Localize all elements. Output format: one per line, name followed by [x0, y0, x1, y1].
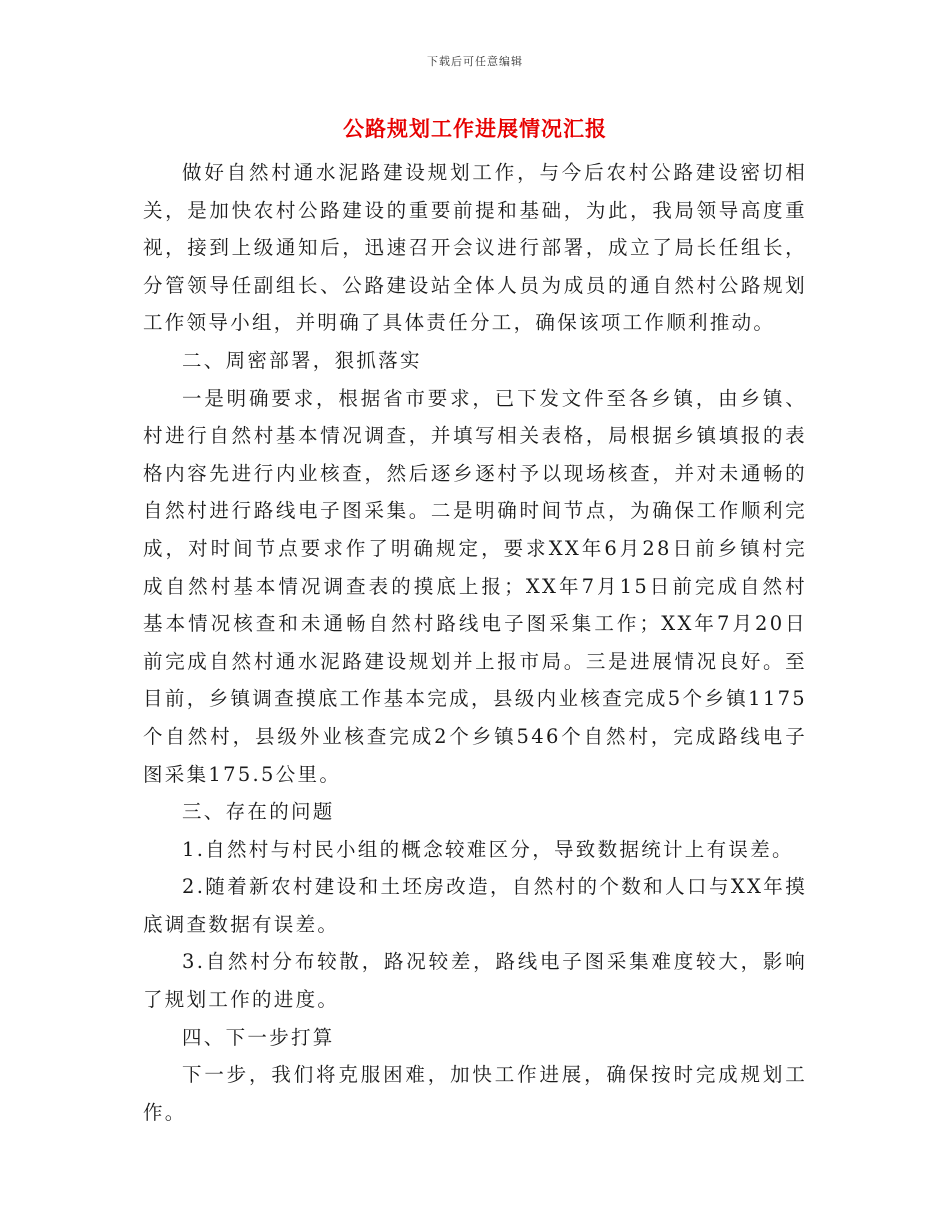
header-note: 下载后可任意编辑	[427, 55, 523, 68]
problem-item-1: 1.自然村与村民小组的概念较难区分，导致数据统计上有误差。	[182, 837, 794, 861]
paragraph-next-steps: 下一步，我们将克服困难，加快工作进展，确保按时完成规划工作。	[143, 1063, 807, 1124]
problem-item-3: 3.自然村分布较散，路况较差，路线电子图采集难度较大，影响了规划工作的进度。	[143, 950, 807, 1012]
document-title: 公路规划工作进展情况汇报	[343, 116, 607, 141]
paragraph-deployment: 一是明确要求，根据省市要求，已下发文件至各乡镇，由乡镇、村进行自然村基本情况调查，并填写相关表格，局根据乡镇填报的表格内容先进行内业核查，然后逐乡逐村予以现场核查，并对未通畅的自然村进行路线电子图采集。二是明确时间节点，为确保工作顺利完成，对时间节点要求作了明确规定，要求XX年6月28日前乡镇村完成自然村基本情况调查表的摸底上报；XX年7月15日前完成自然村基本情况核查和未通畅自然村路线电子图采集工作；XX年7月20日前完成自然村通水泥路建设规划并上报市局。三是进展情况良好。至目前，乡镇调查摸底工作基本完成，县级内业核查完成5个乡镇1175个自然村，县级外业核查完成2个乡镇546个自然村，完成路线电子图采集175.5公里。	[143, 386, 807, 786]
paragraph-intro: 做好自然村通水泥路建设规划工作，与今后农村公路建设密切相关，是加快农村公路建设的重要前提和基础，为此，我局领导高度重视，接到上级通知后，迅速召开会议进行部署，成立了局长任组长，分管领导任副组长、公路建设站全体人员为成员的通自然村公路规划工作领导小组，并明确了具体责任分工，确保该项工作顺利推动。	[143, 161, 807, 335]
problem-item-2: 2.随着新农村建设和土坯房改造，自然村的个数和人口与XX年摸底调查数据有误差。	[143, 875, 807, 936]
document-body	[143, 154, 807, 1131]
section-heading-problems: 三、存在的问题	[182, 800, 335, 824]
section-heading-next-steps: 四、下一步打算	[182, 1025, 335, 1049]
section-heading-deployment: 二、周密部署，狠抓落实	[182, 348, 422, 372]
